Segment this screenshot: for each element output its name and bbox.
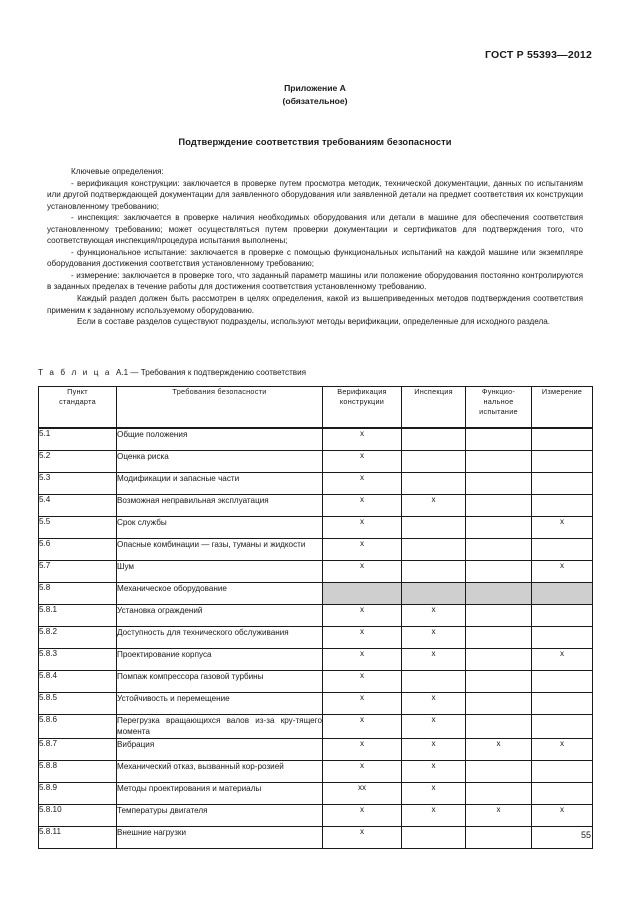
cell-inspection — [402, 473, 466, 495]
cell-clause: 5.8.1 — [39, 605, 117, 627]
cell-clause: 5.1 — [39, 428, 117, 451]
cell-verification: x — [323, 738, 402, 760]
cell-requirement: Проектирование корпуса — [117, 649, 323, 671]
cell-functional — [466, 428, 532, 451]
table-row — [39, 605, 593, 627]
cell-inspection — [402, 517, 466, 539]
cell-requirement: Доступность для технического обслуживания — [117, 627, 323, 649]
requirements-table-wrapper — [38, 386, 592, 849]
cell-requirement: Механический отказ, вызванный кор-розией — [117, 760, 323, 782]
cell-measurement — [532, 495, 593, 517]
cell-measurement: x — [532, 804, 593, 826]
cell-functional — [466, 539, 532, 561]
cell-inspection: x — [402, 760, 466, 782]
cell-measurement — [532, 671, 593, 693]
cell-functional — [466, 627, 532, 649]
cell-functional — [466, 649, 532, 671]
cell-clause: 5.8.10 — [39, 804, 117, 826]
cell-requirement: Оценка риска — [117, 451, 323, 473]
cell-requirement: Перегрузка вращающихся валов из-за кру-тящего момента — [117, 716, 322, 737]
cell-requirement: Механическое оборудование — [117, 583, 323, 605]
column-header-requirement: Требования безопасности — [117, 387, 323, 429]
table-row — [39, 473, 593, 495]
paragraph-functional-test: - функциональное испытание: заключается в проверке с помощью функциональных испытаний на каждой машине или экземпляре оборудования достижения соответствия установленному требованию; — [47, 247, 583, 269]
cell-inspection — [402, 428, 466, 451]
cell-measurement: x — [532, 561, 593, 583]
paragraph-inspection: - инспекция: заключается в проверке наличия необходимых оборудования или детали в машине для обеспечения соответствия установленному требованию; может осуществляться путем проверки документации и сертификатов для подтверждения того, что соответствующая инспекция/процедура испытания выполнены; — [47, 213, 583, 246]
cell-functional — [466, 605, 532, 627]
cell-inspection — [402, 561, 466, 583]
cell-functional — [466, 561, 532, 583]
table-row — [39, 738, 593, 760]
cell-functional — [466, 782, 532, 804]
cell-verification: x — [323, 693, 402, 715]
cell-requirement: Шум — [117, 561, 323, 583]
cell-verification: x — [323, 495, 402, 517]
cell-verification: x — [323, 451, 402, 473]
table-caption — [38, 368, 306, 377]
cell-clause: 5.8.8 — [39, 760, 117, 782]
table-row — [39, 451, 593, 473]
table-row — [39, 539, 593, 561]
table-row — [39, 671, 593, 693]
requirements-table — [38, 386, 593, 849]
paragraph-each-section: Каждый раздел должен быть рассмотрен в целях определения, какой из вышеприведенных методов подтверждения соответствия применим к заданному используемому оборудованию. — [47, 294, 583, 315]
cell-measurement — [532, 473, 593, 495]
cell-inspection: x — [402, 715, 466, 739]
cell-inspection — [402, 671, 466, 693]
cell-inspection: x — [402, 649, 466, 671]
cell-verification — [323, 583, 402, 605]
page-title: Подтверждение соответствия требованиям безопасности — [178, 137, 452, 147]
cell-inspection — [402, 583, 466, 605]
running-head: ГОСТ Р 55393—2012 — [484, 49, 592, 61]
cell-clause: 5.8.7 — [39, 738, 117, 760]
cell-requirement: Общие положения — [117, 428, 323, 451]
cell-measurement — [532, 627, 593, 649]
table-row — [39, 693, 593, 715]
table-row — [39, 804, 593, 826]
cell-clause: 5.8.4 — [39, 671, 117, 693]
cell-requirement: Температуры двигателя — [117, 804, 323, 826]
table-row — [39, 760, 593, 782]
body-copy — [47, 166, 583, 328]
annex-subtitle: (обязательное) — [282, 95, 348, 106]
cell-requirement: Помпаж компрессора газовой турбины — [117, 671, 323, 693]
cell-verification: x — [323, 715, 402, 739]
cell-verification: x — [323, 804, 402, 826]
cell-verification: x — [323, 649, 402, 671]
table-row — [39, 782, 593, 804]
column-header-verification: Верификация конструкции — [323, 387, 402, 429]
cell-measurement — [532, 693, 593, 715]
cell-inspection: x — [402, 804, 466, 826]
cell-verification: x — [323, 760, 402, 782]
cell-verification: x — [323, 428, 402, 451]
cell-verification: x — [323, 671, 402, 693]
cell-measurement — [532, 583, 593, 605]
paragraph-subsections: Если в составе разделов существуют подразделы, используют методы верификации, определенные для исходного раздела. — [77, 317, 551, 327]
table-header-row — [39, 387, 593, 429]
cell-requirement: Внешние нагрузки — [117, 826, 323, 848]
cell-clause: 5.8.3 — [39, 649, 117, 671]
cell-clause: 5.6 — [39, 539, 117, 561]
cell-requirement: Возможная неправильная эксплуатация — [117, 495, 323, 517]
cell-inspection — [402, 451, 466, 473]
cell-inspection: x — [402, 495, 466, 517]
cell-measurement — [532, 605, 593, 627]
cell-measurement — [532, 715, 593, 739]
cell-measurement — [532, 760, 593, 782]
cell-measurement — [532, 782, 593, 804]
table-row — [39, 583, 593, 605]
cell-inspection: x — [402, 605, 466, 627]
cell-clause: 5.4 — [39, 495, 117, 517]
table-row — [39, 627, 593, 649]
cell-measurement — [532, 428, 593, 451]
cell-functional — [466, 495, 532, 517]
paragraph-design-verification: - верификация конструкции: заключается в проверке путем просмотра методик, технической документации, данных по испытаниям или другой подтверждающей документации для заявленного оборудования или заявленной детали на предмет соответствия их конструкции установленному требованию; — [47, 178, 583, 211]
cell-inspection: x — [402, 627, 466, 649]
cell-measurement: x — [532, 517, 593, 539]
column-header-inspection: Инспекция — [402, 387, 466, 429]
cell-clause: 5.8.5 — [39, 693, 117, 715]
cell-verification: x — [323, 627, 402, 649]
cell-functional — [466, 760, 532, 782]
cell-requirement: Устойчивость и перемещение — [117, 693, 323, 715]
cell-inspection — [402, 539, 466, 561]
table-row — [39, 517, 593, 539]
annex-heading — [0, 82, 630, 107]
cell-clause: 5.8.2 — [39, 627, 117, 649]
cell-verification: x — [323, 517, 402, 539]
cell-requirement: Методы проектирования и материалы — [117, 782, 323, 804]
table-row — [39, 561, 593, 583]
annex-title: Приложение А — [284, 83, 346, 93]
cell-requirement: Модификации и запасные части — [117, 473, 323, 495]
cell-functional — [466, 693, 532, 715]
cell-functional — [466, 715, 532, 739]
table-header — [39, 387, 593, 429]
cell-clause: 5.5 — [39, 517, 117, 539]
table-row — [39, 826, 593, 848]
cell-measurement — [532, 451, 593, 473]
cell-requirement: Вибрация — [117, 738, 323, 760]
cell-functional — [466, 451, 532, 473]
paragraph-measurement: - измерение: заключается в проверке того, что заданный параметр машины или положение оборудования постоянно контролируются в заданных пределах в течение работы для достижения соответствия установленному требованию. — [47, 270, 583, 292]
cell-clause: 5.8.6 — [39, 715, 117, 739]
cell-measurement: x — [532, 649, 593, 671]
cell-clause: 5.2 — [39, 451, 117, 473]
cell-inspection: x — [402, 782, 466, 804]
cell-functional — [466, 517, 532, 539]
page-number: 55 — [580, 830, 591, 840]
table-caption-label: Т а б л и ц а — [38, 368, 112, 377]
cell-functional — [466, 826, 532, 848]
table-row — [39, 428, 593, 451]
cell-requirement: Установка ограждений — [117, 605, 323, 627]
cell-functional — [466, 473, 532, 495]
cell-inspection: x — [402, 693, 466, 715]
cell-functional — [466, 583, 532, 605]
cell-measurement: x — [532, 738, 593, 760]
cell-functional: x — [466, 804, 532, 826]
cell-requirement: Срок службы — [117, 517, 323, 539]
cell-inspection: x — [402, 738, 466, 760]
cell-verification: x — [323, 605, 402, 627]
cell-verification: x — [323, 473, 402, 495]
cell-clause: 5.8.9 — [39, 782, 117, 804]
cell-functional — [466, 671, 532, 693]
column-header-clause: Пункт стандарта — [39, 387, 117, 429]
cell-verification: x — [323, 826, 402, 848]
table-row — [39, 495, 593, 517]
table-row — [39, 715, 593, 739]
table-row — [39, 649, 593, 671]
cell-verification: x — [323, 539, 402, 561]
cell-measurement — [532, 539, 593, 561]
cell-clause: 5.7 — [39, 561, 117, 583]
cell-clause: 5.8.11 — [39, 826, 117, 848]
column-header-measurement: Измерение — [532, 387, 593, 429]
table-body — [39, 428, 593, 848]
table-caption-text: А.1 — Требования к подтверждению соответствия — [115, 368, 307, 377]
cell-verification: xx — [323, 782, 402, 804]
cell-clause: 5.3 — [39, 473, 117, 495]
cell-verification: x — [323, 561, 402, 583]
cell-clause: 5.8 — [39, 583, 117, 605]
cell-functional: x — [466, 738, 532, 760]
cell-inspection — [402, 826, 466, 848]
column-header-functional: Функцио- нальное испытание — [466, 387, 532, 429]
paragraph-key-definitions: Ключевые определения: — [71, 167, 164, 176]
cell-requirement: Опасные комбинации — газы, туманы и жидкости — [117, 539, 323, 561]
